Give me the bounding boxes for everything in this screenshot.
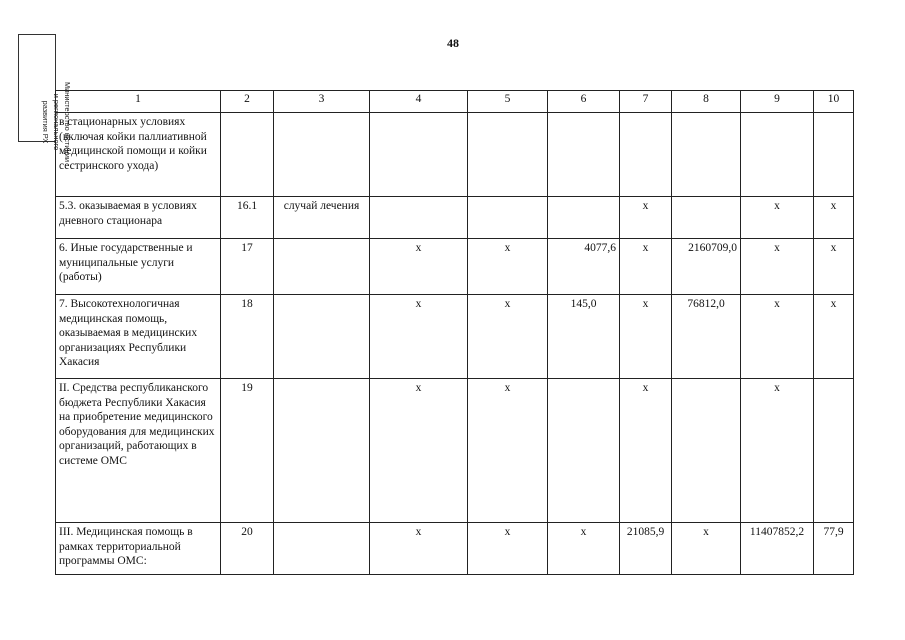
column-header: 2 [221,91,274,113]
table-cell: x [370,379,468,523]
table-cell [468,113,548,197]
table-cell [672,197,741,239]
table-cell [468,197,548,239]
column-header: 7 [620,91,672,113]
table-cell: x [814,239,854,295]
table-cell: x [741,239,814,295]
table-cell [274,239,370,295]
column-header: 10 [814,91,854,113]
stamp-line: и регионального [52,93,61,151]
table-cell [814,113,854,197]
column-header: 5 [468,91,548,113]
table-cell: x [672,523,741,575]
table-cell: 145,0 [548,295,620,379]
stamp-line: развития РХ [41,100,50,144]
table-cell [370,197,468,239]
table-cell: 2160709,0 [672,239,741,295]
table-cell [672,379,741,523]
row-name-cell: 6. Иные государственные и муниципальные услуги (работы) [56,239,221,295]
table-cell [548,197,620,239]
table-cell: x [741,197,814,239]
table-cell: x [814,197,854,239]
table-cell [672,113,741,197]
table-cell: 20 [221,523,274,575]
row-name-cell: 5.3. оказываемая в условиях дневного стационара [56,197,221,239]
table-cell: случай лечения [274,197,370,239]
table-cell: x [370,295,468,379]
table-cell: 16.1 [221,197,274,239]
table-cell: x [468,239,548,295]
table-cell: x [741,379,814,523]
table-cell: x [548,523,620,575]
table-row [56,379,854,523]
row-name-cell: в стационарных условиях (включая койки паллиативной медицинской помощи и койки сестринского ухода) [56,113,221,197]
table-cell: x [468,379,548,523]
table-cell [548,113,620,197]
table-row [56,239,854,295]
table-cell: x [814,295,854,379]
table-cell: x [370,523,468,575]
ministry-stamp [18,34,72,163]
table-cell: 21085,9 [620,523,672,575]
table-cell: x [468,523,548,575]
table-cell: x [620,295,672,379]
table-cell: 11407852,2 [741,523,814,575]
table-cell [274,379,370,523]
table-cell: x [620,197,672,239]
table-cell [370,113,468,197]
table-row [56,113,854,197]
row-name-cell: 7. Высокотехнологичная медицинская помощь, оказываемая в медицинских организациях Республики Хакасия [56,295,221,379]
table-row [56,523,854,575]
table-cell: x [741,295,814,379]
table-cell [274,113,370,197]
column-header: 6 [548,91,620,113]
table-cell: x [468,295,548,379]
table-cell [274,523,370,575]
column-header: 1 [56,91,221,113]
table-row [56,197,854,239]
page-number: 48 [447,36,459,50]
table-cell: 76812,0 [672,295,741,379]
table-cell [814,379,854,523]
table-header-row [56,91,854,113]
table-cell [620,113,672,197]
column-header: 9 [741,91,814,113]
table-cell: x [620,239,672,295]
table-cell [741,113,814,197]
column-header: 4 [370,91,468,113]
table-cell [221,113,274,197]
table-cell: 4077,6 [548,239,620,295]
table-cell: x [370,239,468,295]
table-cell [274,295,370,379]
table-cell: x [620,379,672,523]
table-cell [548,379,620,523]
row-name-cell: II. Средства республиканского бюджета Республики Хакасия на приобретение медицинского оборудования для медицинских организаций, работающих в системе ОМС [56,379,221,523]
column-header: 8 [672,91,741,113]
column-header: 3 [274,91,370,113]
table-cell: 17 [221,239,274,295]
row-name-cell: III. Медицинская помощь в рамках территориальной программы ОМС: [56,523,221,575]
table-cell: 18 [221,295,274,379]
table-cell: 77,9 [814,523,854,575]
table-cell: 19 [221,379,274,523]
budget-table [55,90,854,575]
stamp-line: Министерство юстиции [63,81,72,163]
table-row [56,295,854,379]
